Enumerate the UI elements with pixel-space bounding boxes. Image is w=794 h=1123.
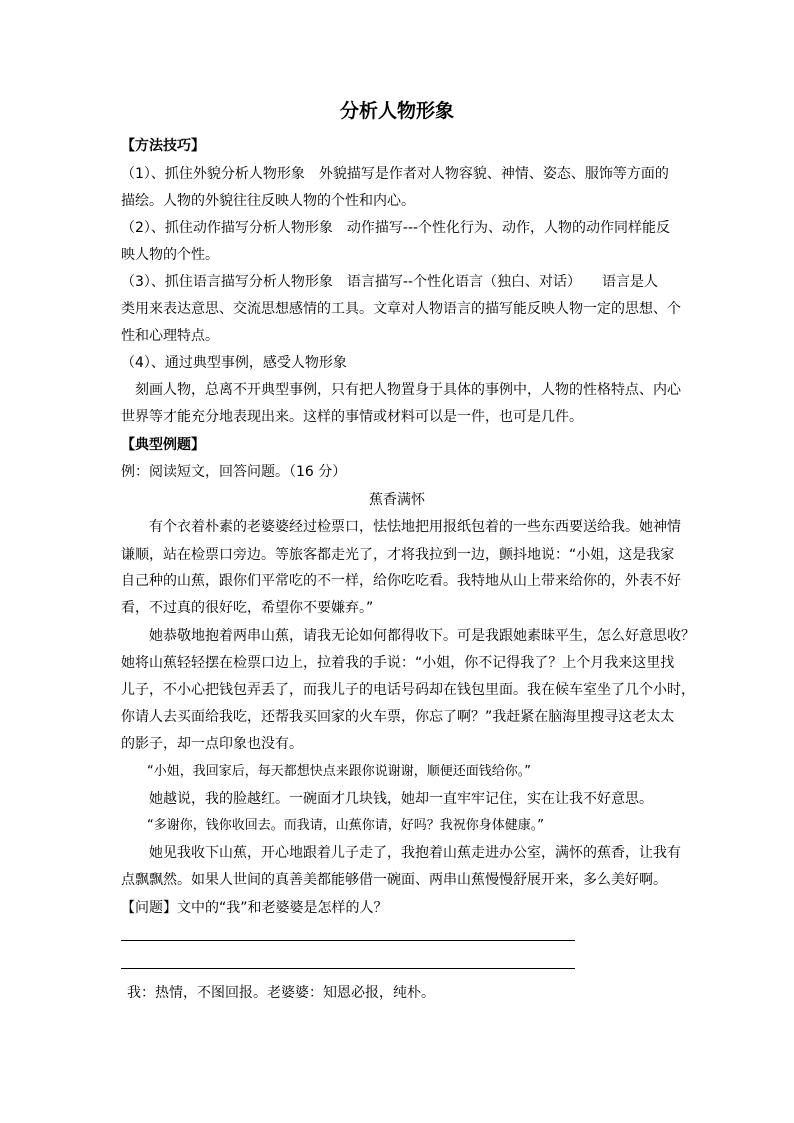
method-line-10: 世界等才能充分地表现出来。这样的事情或材料可以是一件，也可是几件。 [121, 409, 583, 425]
answer-text: 我：热情，不图回报。老婆婆：知恩必报，纯朴。 [127, 985, 435, 1001]
story-line-4: 看，不过真的很好吃，希望你不要嫌弃。” [121, 600, 374, 616]
answer-line-2 [121, 968, 575, 969]
method-line-9: 刻画人物，总离不开典型事例，只有把人物置身于具体的事例中，人物的性格特点、内心 [121, 382, 681, 398]
story-line-3: 自己种的山蕉，跟你们平常吃的不一样，给你吃吃看。我特地从山上带来给你的，外表不好 [121, 573, 681, 589]
method-line-4: 映人物的个性。 [121, 247, 219, 263]
story-title: 蕉香满怀 [369, 492, 425, 508]
method-line-5: （3）、抓住语言描写分析人物形象 语言描写--个性化语言（独白、对话） 语言是人 [121, 274, 659, 290]
method-line-2: 描绘。人物的外貌往往反映人物的个性和内心。 [121, 193, 415, 209]
story-line-11: 她越说，我的脸越红。一碗面才几块钱，她却一直牢牢记住，实在让我不好意思。 [121, 791, 653, 807]
story-line-8: 你请人去买面给我吃，还帮我买回家的火车票，你忘了啊？”我赶紧在脑海里搜寻这老太太 [121, 709, 675, 725]
page-title: 分析人物形象 [339, 100, 454, 122]
story-line-2: 谦顺，站在检票口旁边。等旅客都走光了，才将我拉到一边，颤抖地说：“小姐，这是我家 [121, 547, 675, 563]
story-line-7: 儿子，不小心把钱包弄丢了，而我儿子的电话号码却在钱包里面。我在候车室坐了几个小时， [121, 682, 695, 698]
story-line-6: 她将山蕉轻轻摆在检票口边上，拉着我的手说：“小姐，你不记得我了？上个月我来这里找 [121, 655, 675, 671]
story-line-14: 点飘飘然。如果人世间的真善美都能够借一碗面、两串山蕉慢慢舒展开来，多么美好啊。 [121, 872, 667, 888]
story-line-13: 她见我收下山蕉，开心地跟着儿子走了，我抱着山蕉走进办公室，满怀的蕉香，让我有 [121, 845, 681, 861]
answer-line-1 [121, 940, 575, 941]
method-line-1: （1）、抓住外貌分析人物形象 外貌描写是作者对人物容貌、神情、姿态、服饰等方面的 [121, 166, 669, 182]
story-line-9: 的影子，却一点印象也没有。 [121, 736, 303, 752]
story-line-5: 她恭敬地抱着两串山蕉，请我无论如何都得收下。可是我跟她素昧平生，怎么好意思收？ [121, 628, 695, 644]
story-line-10: “小姐，我回家后，每天都想快点来跟你说谢谢，顺便还面钱给你。” [121, 764, 531, 779]
method-line-6: 类用来表达意思、交流思想感情的工具。文章对人物语言的描写能反映人物一定的思想、个 [121, 301, 681, 317]
story-line-12: “多谢你，钱你收回去。而我请，山蕉你请，好吗？我祝你身体健康。” [121, 818, 544, 833]
example-intro: 例：阅读短文，回答问题。（16 分） [121, 464, 347, 480]
method-line-7: 性和心理特点。 [121, 328, 219, 344]
question: 【问题】文中的“我”和老婆婆是怎样的人？ [121, 900, 388, 916]
method-line-3: （2）、抓住动作描写分析人物形象 动作描写---个性化行为、动作，人物的动作同样能反 [121, 220, 671, 236]
example-header: 【典型例题】 [121, 437, 205, 453]
method-line-8: （4）、通过典型事例，感受人物形象 [121, 355, 347, 371]
story-line-1: 有个衣着朴素的老婆婆经过检票口，怯怯地把用报纸包着的一些东西要送给我。她神情 [121, 519, 681, 535]
method-header: 【方法技巧】 [121, 138, 205, 154]
